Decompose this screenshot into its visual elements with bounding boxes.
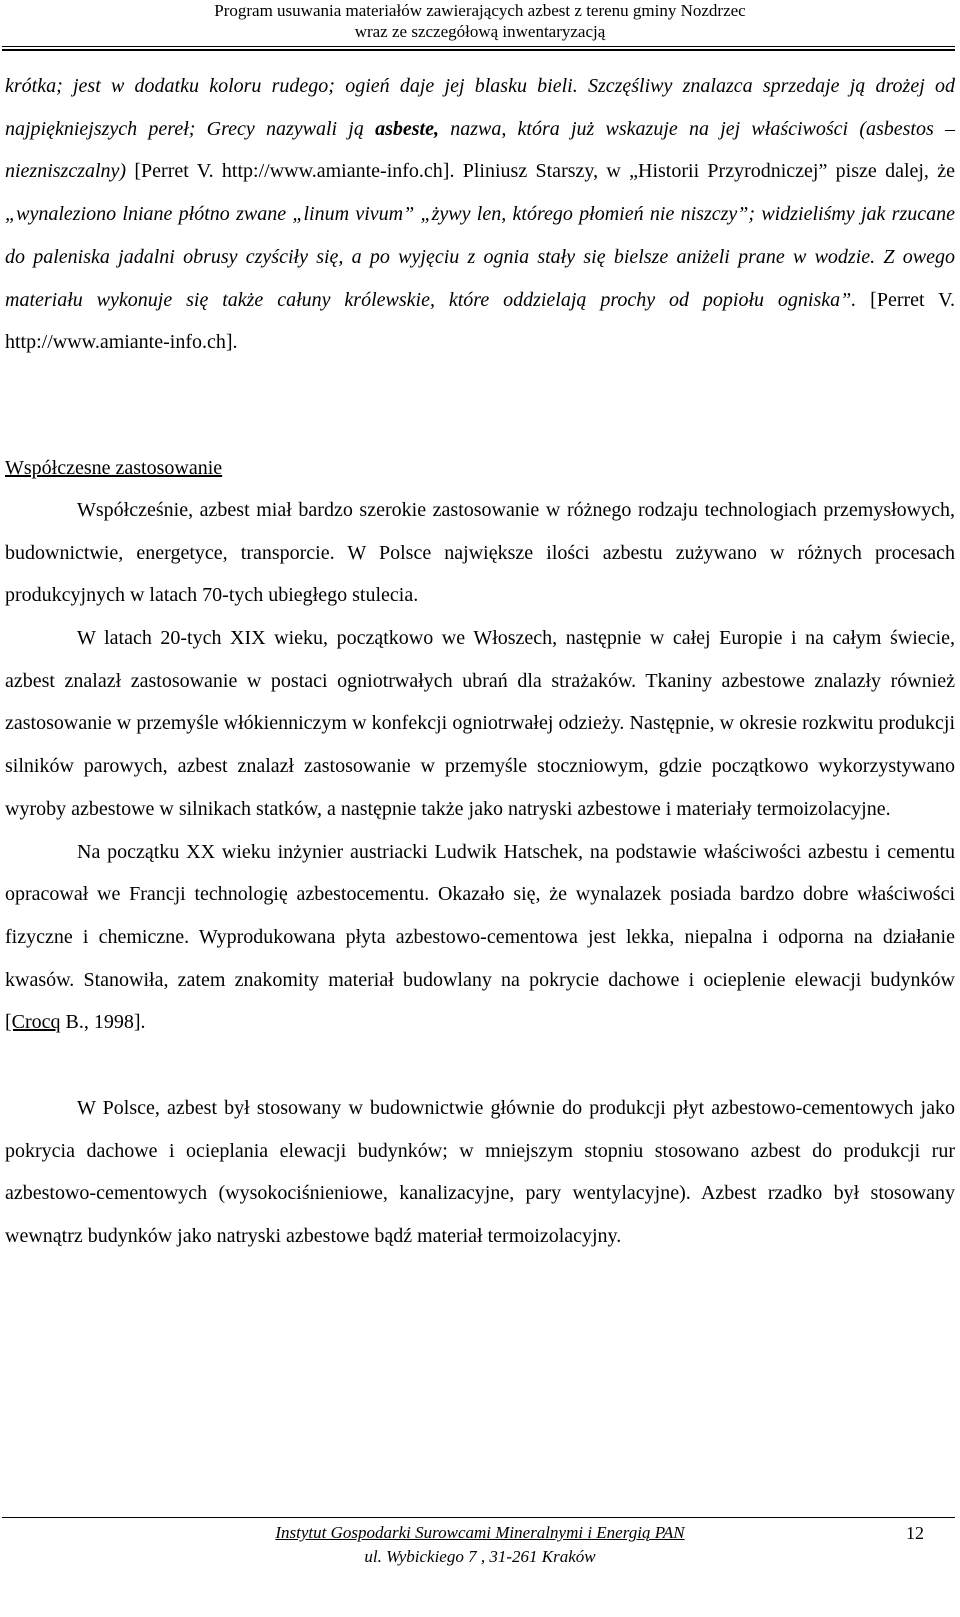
paragraph-history: W latach 20-tych XIX wieku, początkowo we Włoszech, następnie w całej Europie i na całym świecie, azbest znalazł zastosowanie w postaci ogniotrwałych ubrań dla strażaków. Tkaniny azbestowe znalazły również zastosowanie w przemyśle włókienniczym w konfekcji ogniotrwałej odzieży. Następnie, w okresie rozkwitu produkcji silników parowych, azbest znalazł zastosowanie w przemyśle stoczniowym, gdzie początkowo wykorzystywano wyroby azbestowe w silnikach statków, a następnie także jako natryski azbestowe i materiały termoizolacyjne.: [5, 627, 955, 820]
spacer: [5, 364, 955, 447]
citation-crocq: [Crocq: [5, 1011, 61, 1034]
quote-italic: krótka; jest w dodatku koloru rudego; ogień daje jej blasku bieli. Szczęśliwy znalazca sprzedaje ją drożej od najpiękniejszych pereł; Grecy nazywali ją: [5, 75, 955, 140]
citation-text: [Perret V. http://www.amiante-info.ch]. Pliniusz Starszy, w „Historii Przyrodniczej” pisze dalej, że: [126, 160, 955, 183]
citation-perret: [Perret V. http://www.amiante-info.ch].: [5, 288, 955, 354]
page-header: [0, 0, 960, 42]
pliny-quote: „wynaleziono lniane płótno zwane „linum vivum” „żywy len, którego płomień nie niszczy”; widzieliśmy jak rzucane do paleniska jadalni obrusy czyściły się, a po wyjęciu z ognia stały się bielsze aniżeli prane w wodzie. Z owego materiału wykonuje się także całuny królewskie, które oddzielają prochy od popiołu ogniska”.: [5, 203, 955, 311]
header-subtitle: wraz ze szczegółową inwentaryzacją: [354, 22, 606, 41]
page-number: 12: [906, 1523, 924, 1543]
header-divider-thick: [2, 49, 955, 51]
paragraph-modern-use: Współcześnie, azbest miał bardzo szerokie zastosowanie w różnego rodzaju technologiach przemysłowych, budownictwie, energetyce, transporcie. W Polsce największe ilości azbestu zużywano w różnych procesach produkcyjnych w latach 70-tych ubiegłego stulecia.: [5, 498, 955, 607]
citation-crocq-year: B., 1998].: [60, 1011, 146, 1034]
footer-institute: Instytut Gospodarki Surowcami Mineralnymi i Energią PAN: [275, 1523, 685, 1542]
hatschek-text: Na początku XX wieku inżynier austriacki Ludwik Hatschek, na podstawie właściwości azbestu i cementu opracował we Francji technologię azbestocementu. Okazało się, że wynalazek posiada bardzo dobre właściwości fizyczne i chemiczne. Wyprodukowana płyta azbestowo-cementowa jest lekka, niepalna i odporna na działanie kwasów. Stanowiła, zatem znakomity materiał budowlany na pokrycie dachowe i ocieplenie elewacji budynków: [5, 840, 955, 991]
spacer: [5, 1044, 955, 1087]
paragraph-hatschek: [5, 831, 955, 1045]
page-footer: [0, 1521, 960, 1569]
term-asbeste: asbeste,: [375, 117, 439, 140]
section-heading-text: Współczesne zastosowanie: [5, 456, 223, 479]
header-title: Program usuwania materiałów zawierających azbest z terenu gminy Nozdrzec: [214, 1, 746, 20]
quote-italic-cont: nazwa, która już wskazuje na jej właściwości (asbestos – niezniszczalny): [5, 117, 955, 183]
page-body: [5, 65, 955, 1258]
header-divider: [2, 46, 955, 47]
footer-address: ul. Wybickiego 7 , 31-261 Kraków: [364, 1547, 596, 1566]
paragraph-poland: W Polsce, azbest był stosowany w budownictwie głównie do produkcji płyt azbestowo-cementowych jako pokrycia dachowe i ocieplania elewacji budynków; w mniejszym stopniu stosowano azbest do produkcji rur azbestowo-cementowych (wysokociśnieniowe, kanalizacyjne, pary wentylacyjne). Azbest rzadko był stosowany wewnątrz budynków jako natryski azbestowe bądź materiał termoizolacyjny.: [5, 1097, 955, 1248]
section-heading: [5, 447, 955, 489]
paragraph-pliny: [5, 65, 955, 364]
footer-divider: [2, 1517, 955, 1518]
